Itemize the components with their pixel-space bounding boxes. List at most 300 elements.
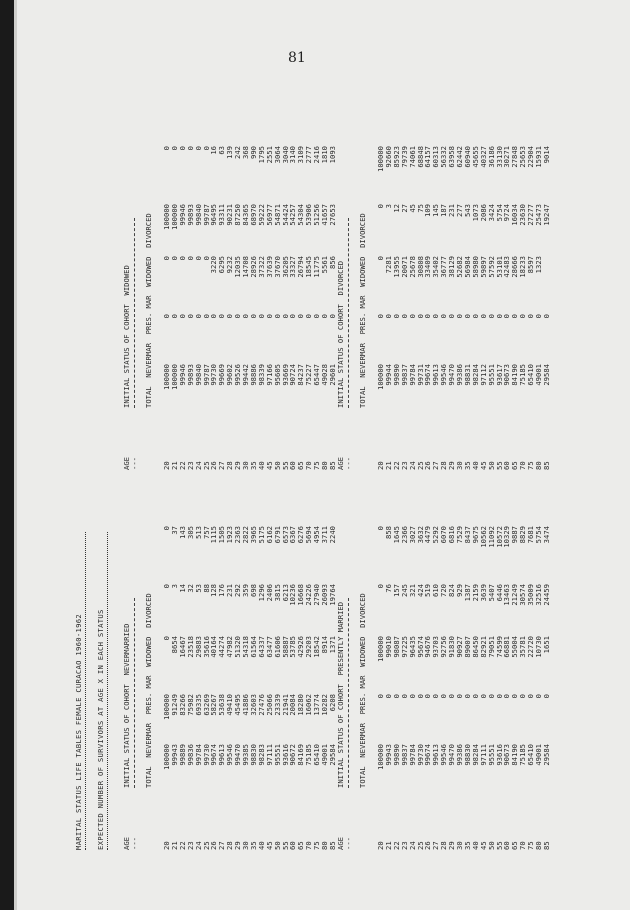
widowed-cell: 0 [162,584,171,589]
widowed-cell: 88 [201,584,211,593]
total-cell: 100000 [162,364,171,390]
widowed-cell: 53906 [304,204,314,226]
age-cell: 22 [177,461,187,470]
page-edge [14,0,17,910]
nevermar-cell: 0 [209,314,219,319]
divorced-cell: 1923 [225,526,235,544]
widowed-cell: 99787 [201,204,211,226]
presmar-cell: 14708 [241,256,250,278]
total-cell: 99784 [407,364,417,386]
widowed-cell: 292 [233,584,243,597]
age-cell: 50 [486,841,496,850]
nevermar-cell: 41886 [241,694,250,716]
widowed-cell: 51256 [312,204,322,226]
nevermar-cell: 69335 [193,694,203,716]
widowed-cell: 75 [415,204,425,213]
presmar-cell: 58980 [470,256,480,278]
total-cell: 98886 [248,364,258,386]
total-cell: 99944 [383,364,393,386]
presmar-cell: 91830 [447,636,457,658]
presmar-cell: 52682 [455,256,464,278]
total-cell: 97111 [478,744,488,766]
column-headers: TOTAL NEVERMAR PRES. MAR WIDOWED DIVORCED [358,593,367,788]
age-cell: 60 [288,461,298,470]
nevermar-cell: 18280 [296,694,306,716]
age-cell: 22 [391,461,401,470]
presmar-cell [542,256,552,300]
age-cell: 40 [470,841,480,850]
nevermar-cell: 45495 [233,694,243,716]
divorced-cell: 15931 [534,146,543,168]
nevermar-cell: 0 [541,314,551,319]
presmar-cell: 20071 [399,256,409,278]
total-cell: 99943 [383,744,393,766]
age-cell: 65 [510,841,520,850]
total-cell: 98831 [462,364,472,386]
divorced-cell: 858 [383,526,393,539]
presmar-cell: 90927 [455,636,464,658]
total-cell: 93669 [280,364,290,386]
total-cell: 97166 [264,364,274,386]
total-cell: 98339 [256,364,266,386]
age-cell: 30 [241,461,250,470]
widowed-cell: 87250 [233,204,243,226]
divorced-cell: 2366 [399,526,409,544]
divorced-cell: 6573 [280,526,290,544]
divorced-cell: 30271 [502,146,512,168]
total-cell: 99730 [415,744,425,766]
widowed-cell: 30574 [518,584,528,606]
nevermar-cell: 0 [526,694,536,699]
divorced-cell: 16 [209,146,219,155]
divorced-cell: 6070 [439,526,449,544]
total-cell: 95605 [272,364,282,386]
age-cell: 25 [201,841,211,850]
divorced-cell: 7529 [455,526,464,544]
age-cell: 70 [518,841,528,850]
age-cell: 25 [201,461,211,470]
divorced-cell: 100000 [376,146,385,172]
total-cell: 95551 [486,744,496,766]
age-cell: 21 [169,841,179,850]
presmar-cell: 74599 [494,636,504,658]
total-cell: 99784 [193,744,203,766]
divorced-cell: 11092 [486,526,496,548]
total-cell: 99470 [447,744,457,766]
nevermar-cell: 100000 [162,694,171,720]
age-cell: 85 [327,841,337,850]
age-cell: 45 [478,461,488,470]
divorced-cell: 6276 [296,526,306,544]
age-cell: 45 [264,841,274,850]
total-cell: 84190 [510,364,520,386]
total-cell: 99889 [177,744,187,766]
age-cell: 85 [327,461,337,470]
widowed-cell: 84365 [241,204,250,226]
divorced-cell: 0 [376,526,385,531]
total-cell: 99943 [169,744,179,766]
divorced-cell: 10572 [494,526,504,548]
nevermar-cell: 0 [225,314,235,319]
age-cell: 50 [272,841,282,850]
widowed-cell: 93311 [217,204,227,226]
total-cell: 99731 [415,364,425,386]
presmar-cell: 86450 [470,636,480,658]
divorced-cell: 1115 [209,526,219,544]
divorced-cell: 56332 [439,146,449,168]
divorced-cell: 5694 [304,526,314,544]
presmar-cell: 8914 [320,636,329,654]
widowed-cell: 24226 [304,584,314,606]
age-cell: 75 [312,841,322,850]
nevermar-cell: 0 [431,694,441,699]
age-cell: 35 [462,841,472,850]
nevermar-cell: 58267 [209,694,219,716]
widowed-cell: 231 [225,584,235,597]
widowed-cell: 23630 [518,204,528,226]
age-header: AGE [336,837,345,850]
widowed-cell: 321 [407,584,417,597]
total-cell: 98284 [470,364,480,386]
nevermar-cell: 63269 [201,694,211,716]
nevermar-cell: 20084 [288,694,298,716]
widowed-cell: 35009 [526,584,536,606]
presmar-cell: 36205 [280,256,290,278]
total-cell: 29584 [541,364,551,386]
divorced-cell: 242 [233,146,243,159]
widowed-cell: 27940 [312,584,322,606]
presmar-cell: 1651 [541,636,551,654]
nevermar-cell: 0 [494,694,504,699]
nevermar-cell: 53638 [217,694,227,716]
divorced-cell: 2551 [264,146,274,164]
age-cell: 80 [320,841,329,850]
nevermar-cell: 0 [455,694,464,699]
widowed-cell: 21249 [510,584,520,606]
heading-rule [134,598,135,788]
total-cell: 93617 [494,364,504,386]
presmar-cell: 42926 [296,636,306,658]
age-cell: 27 [431,841,441,850]
divorced-cell: 33130 [494,146,504,168]
presmar-cell: 0 [177,256,187,261]
presmar-cell: 66881 [502,636,512,658]
age-cell: 25 [415,841,425,850]
nevermar-cell: 0 [288,314,298,319]
divorced-cell: 27848 [510,146,520,168]
age-cell: 23 [399,841,409,850]
widowed-cell: 3424 [486,204,496,222]
presmar-cell: 29203 [304,636,314,658]
age-cell: 26 [423,461,433,470]
total-cell: 99442 [241,364,250,386]
presmar-cell: 30808 [415,256,425,278]
total-cell: 65410 [526,364,536,386]
nevermar-cell: 0 [177,314,187,319]
total-cell: 29601 [327,364,337,386]
total-cell: 99546 [225,744,235,766]
age-cell: 26 [423,841,433,850]
widowed-cell: 27653 [327,204,337,226]
divorced-cell: 25653 [518,146,528,168]
presmar-cell: 3220 [209,256,219,274]
total-cell: 65447 [312,364,322,386]
nevermar-cell: 0 [502,314,512,319]
age-cell: 65 [510,461,520,470]
nevermar-cell: 27476 [256,694,266,716]
title-underline [85,532,86,850]
nevermar-cell: 0 [447,314,457,319]
age-cell: 20 [376,461,385,470]
divorced-cell: 9675 [470,526,480,544]
divorced-cell: 3711 [320,526,329,544]
nevermar-cell: 0 [201,314,211,319]
age-cell: 60 [502,461,512,470]
total-cell: 100000 [169,364,179,390]
widowed-cell: 99946 [177,204,187,226]
widowed-cell: 6446 [494,584,504,602]
nevermar-cell: 0 [510,314,520,319]
age-cell: 26 [209,461,219,470]
total-cell: 99674 [209,744,219,766]
presmar-cell: 53101 [494,256,504,278]
nevermar-cell: 6208 [327,694,337,712]
widowed-cell: 100000 [162,204,171,230]
presmar-cell: 37639 [264,256,274,278]
widowed-cell: 41657 [320,204,329,226]
widowed-cell: 99893 [185,204,195,226]
widowed-cell: 54304 [296,204,306,226]
cohort-heading: INITIAL STATUS OF COHORT NEVERMARRIED [122,623,131,788]
nevermar-cell: 0 [304,314,314,319]
divorced-cell: 0 [169,146,179,151]
total-cell: 97112 [478,364,488,386]
total-cell: 98830 [462,744,472,766]
cohort-heading: INITIAL STATUS OF COHORT DIVORCED [336,260,345,408]
presmar-cell: 22720 [526,636,536,658]
age-cell: 65 [296,461,306,470]
presmar-cell: 61564 [248,636,258,658]
rotated-table-region [74,90,554,850]
total-cell: 29584 [541,744,551,766]
total-cell: 99674 [423,364,433,386]
divorced-cell: 79739 [399,146,409,168]
widowed-cell: 9724 [502,204,512,222]
age-header: AGE [122,457,131,470]
nevermar-cell: 16062 [304,694,314,716]
age-cell: 80 [320,461,329,470]
divorced-cell: 513 [193,526,203,539]
total-cell: 98284 [470,744,480,766]
nevermar-cell: 0 [248,314,258,319]
total-cell: 99470 [233,744,243,766]
presmar-cell: 35616 [201,636,211,658]
widowed-cell: 100000 [169,204,179,230]
presmar-cell: 53785 [288,636,298,658]
presmar-cell: 93703 [431,636,441,658]
divorced-cell: 45655 [470,146,480,168]
divorced-cell: 3040 [280,146,290,164]
total-cell: 75185 [304,744,314,766]
divorced-cell: 85923 [391,146,401,168]
presmar-cell: 59897 [478,256,488,278]
age-cell: 28 [439,461,449,470]
divorced-cell: 3140 [288,146,298,164]
presmar-cell: 42483 [502,256,512,278]
widowed-cell: 6213 [280,584,290,602]
nevermar-cell: 0 [241,314,250,319]
widowed-cell: 45 [407,204,417,213]
divorced-cell: 139 [225,146,235,159]
age-cell: 55 [280,841,290,850]
widowed-cell: 2159 [470,584,480,602]
subtitle-underline [107,532,108,850]
page-number: 81 [288,50,306,66]
nevermar-cell: 0 [233,314,243,319]
nevermar-cell: 0 [320,314,329,319]
nevermar-cell: 0 [462,694,472,699]
total-cell: 93616 [280,744,290,766]
widowed-cell: 424 [415,584,425,597]
age-cell: 85 [541,461,551,470]
total-cell: 99613 [431,744,441,766]
total-cell: 99890 [391,744,401,766]
divorced-cell: 0 [201,146,211,151]
divorced-cell: 3109 [296,146,306,164]
presmar-cell: 10730 [534,636,543,658]
presmar-cell: 79051 [486,636,496,658]
divorced-cell: 6367 [288,526,298,544]
age-cell: 30 [455,461,464,470]
age-rule: --- [344,837,353,850]
total-cell: 99946 [177,364,187,386]
total-cell: 95551 [272,744,282,766]
presmar-cell: 8597 [526,256,536,274]
widowed-cell: 99840 [193,204,203,226]
age-cell: 21 [383,461,393,470]
nevermar-cell: 0 [415,694,425,699]
presmar-cell: 25678 [407,256,417,278]
nevermar-cell: 0 [478,694,488,699]
divorced-cell: 6816 [447,526,457,544]
age-cell: 25 [415,461,425,470]
nevermar-cell: 0 [383,314,393,319]
presmar-cell: 28926 [248,256,258,278]
widowed-cell: 32516 [534,584,543,606]
divorced-cell: 0 [185,146,195,151]
presmar-cell: 0 [376,256,385,261]
age-cell: 30 [455,841,464,850]
age-cell: 26 [209,841,219,850]
nevermar-cell: 23339 [272,694,282,716]
nevermar-cell: 0 [447,694,457,699]
divorced-cell: 36186 [486,146,496,168]
total-cell: 99613 [431,364,441,386]
widowed-cell: 54257 [288,204,298,226]
report-title: MARITAL STATUS LIFE TABLES FEMALE CURACAO 1960-1962 [74,614,83,850]
total-cell: 99385 [241,744,250,766]
age-rule: --- [130,457,139,470]
nevermar-cell: 10282 [320,694,329,716]
presmar-cell: 16467 [177,636,187,658]
presmar-cell: 18545 [304,256,314,278]
presmar-cell: 40164 [209,636,219,658]
nevermar-cell: 0 [534,694,543,699]
presmar-cell: 36777 [439,256,449,278]
report-subtitle: EXPECTED NUMBER OF SURVIVORS AT AGE X IN EACH STATUS [96,609,105,850]
widowed-cell: 68970 [248,204,258,226]
widowed-cell: 1073 [470,204,480,222]
widowed-cell: 54424 [280,204,290,226]
presmar-cell: 99010 [383,636,393,658]
presmar-cell: 51320 [233,636,243,658]
widowed-cell: 12 [391,204,401,213]
age-cell: 20 [162,461,171,470]
nevermar-cell: 0 [169,314,179,319]
age-cell: 27 [431,461,441,470]
nevermar-cell: 0 [431,314,441,319]
widowed-cell: 19247 [541,204,551,226]
divorced-cell: 6162 [264,526,274,544]
total-cell: 49001 [534,744,543,766]
divorced-cell: 3474 [541,526,551,544]
divorced-cell: 4954 [312,526,322,544]
total-cell: 99840 [193,364,203,386]
divorced-cell: 3064 [272,146,282,164]
age-cell: 28 [225,841,235,850]
presmar-cell: 28666 [510,256,520,278]
age-cell: 60 [502,841,512,850]
nevermar-cell: 0 [462,314,472,319]
age-cell: 21 [169,461,179,470]
presmar-cell: 13955 [391,256,401,278]
widowed-cell: 27 [399,204,409,213]
divorced-cell: 40327 [478,146,488,168]
total-cell: 99613 [217,744,227,766]
nevermar-cell: 75982 [185,694,195,716]
nevermar-cell: 0 [327,314,337,319]
divorced-cell: 10329 [502,526,512,548]
total-cell: 75185 [518,744,528,766]
widowed-cell: 128 [209,584,219,597]
nevermar-cell: 0 [526,314,536,319]
widowed-cell: 16034 [510,204,520,226]
presmar-cell: 23518 [185,636,195,658]
age-cell: 50 [486,461,496,470]
divorced-cell: 3965 [248,526,258,544]
age-cell: 20 [376,841,385,850]
presmar-cell: 0 [169,256,179,261]
nevermar-cell: 0 [415,314,425,319]
divorced-cell: 2363 [233,526,243,544]
presmar-cell: 35402 [431,256,441,278]
nevermar-cell: 0 [217,314,227,319]
nevermar-cell: 0 [264,314,274,319]
divorced-cell: 10562 [478,526,488,548]
age-cell: 35 [248,841,258,850]
nevermar-cell: 32603 [248,694,258,716]
widowed-cell: 824 [447,584,457,597]
total-cell: 99836 [185,744,195,766]
presmar-cell: 92756 [439,636,449,658]
total-cell: 99837 [399,364,409,386]
nevermar-cell: 0 [470,314,480,319]
age-cell: 24 [407,841,417,850]
divorced-cell: 1505 [217,526,227,544]
nevermar-cell: 0 [376,314,385,319]
presmar-cell: 0 [162,636,171,641]
divorced-cell: 9014 [541,146,551,164]
